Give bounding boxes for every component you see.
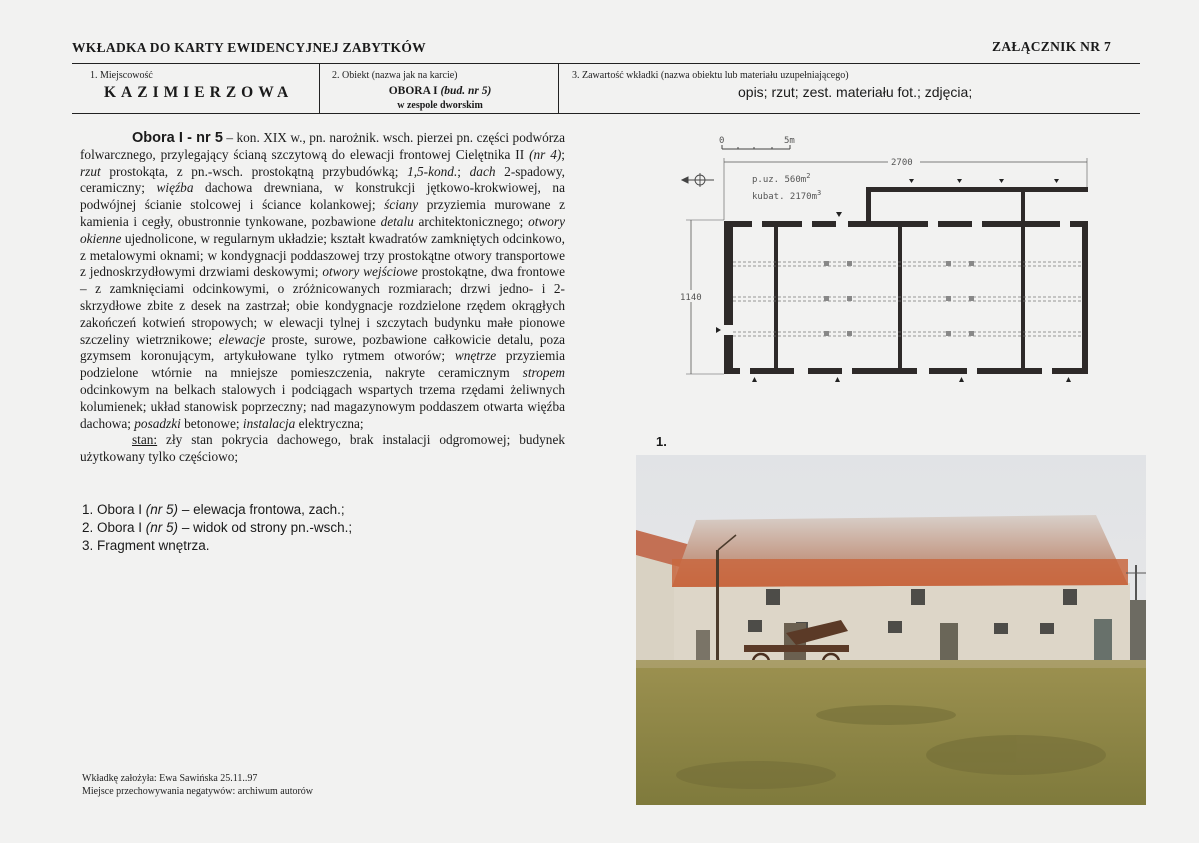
floor-plan bbox=[672, 132, 1092, 392]
description-term: otwory wejściowe bbox=[322, 264, 418, 280]
usable-area: p.uz. $560m^2$ bbox=[752, 172, 811, 185]
annex-number: ZAŁĄCZNIK NR 7 bbox=[992, 39, 1111, 54]
description-term: rzut bbox=[80, 163, 101, 179]
footer-author: Wkładkę założyła: Ewa Sawińska 25.11..97 bbox=[82, 773, 258, 784]
description-text: dachowa drewniana, w konstrukcji jętkowo-krokwiowej, na podwójnej ścianie stolcowej i ściance kolankowej; bbox=[80, 180, 565, 213]
description-term: wnętrze bbox=[454, 348, 497, 364]
object-name: OBORA I bbox=[388, 85, 438, 97]
photo-list-item-nr: (nr 5) bbox=[145, 502, 179, 517]
description-term: detalu bbox=[380, 213, 414, 229]
barn-photo bbox=[636, 455, 1146, 805]
header-divider-1 bbox=[319, 63, 320, 113]
description-text: – kon. XIX w., pn. narożnik. wsch. pierzei pn. części podwórza folwarcznego, przylegający ścianą szczytową do elewacji frontowej Cielętnika II bbox=[80, 130, 565, 162]
description-text: betonowe; bbox=[180, 415, 243, 431]
description-text: ujednolicone, w regularnym układzie; kształt kwadratów zamkniętych odcinkowo, z metalowymi oknami; w kondygnacji poddaszowej trzy prostokątne otwory transportowe z jednoskrzydłowymi drzwiami deskowymi; bbox=[80, 230, 565, 280]
photo-number: 1. bbox=[656, 434, 667, 449]
header-rule-top bbox=[72, 63, 1140, 64]
description-term: więźba bbox=[156, 180, 194, 196]
plan-beams bbox=[733, 262, 1082, 336]
description-text: ; bbox=[561, 146, 565, 162]
description-text: proste, surowe, pozbawione całkowicie detalu, poza gzymsem koronującym, artykułowane tylko rytmem otworów; bbox=[80, 331, 565, 364]
object-context: w zespole dworskim bbox=[397, 100, 483, 111]
north-arrow-icon bbox=[682, 173, 714, 187]
description-term: dach bbox=[469, 163, 496, 179]
photo-list-item-text: 1. Obora I bbox=[82, 502, 146, 517]
description-term: stropem bbox=[522, 365, 565, 381]
photo-list-item bbox=[82, 537, 352, 555]
state-text: zły stan pokrycia dachowego, brak instalacji odgromowej; budynek użytkowany tylko częściowo; bbox=[80, 432, 565, 465]
description-text: prostokątne, dwa frontowe – z zamknięciami odcinkowymi, o zróżnicowanych rozmiarach; drzwi jedno- i 2-skrzydłowe zbite z desek na zastrzał; obie kondygnacje rozdzielone rzędem okrągłych zakończeń kotwień stropowych; w elewacji tylnej i szczytach budynku małe pionowe szczeliny wietrznikowe; bbox=[80, 264, 565, 347]
description-term: (nr 4) bbox=[529, 146, 562, 162]
photo-list-item-text: 2. Obora I bbox=[82, 520, 146, 535]
description-term: elewacje bbox=[218, 331, 266, 347]
photo-list-item-caption: – widok od strony pn.-wsch.; bbox=[178, 520, 353, 535]
description-term: otwory okienne bbox=[80, 213, 565, 246]
description-term: 1,5-kond. bbox=[407, 163, 458, 179]
header-rule-bottom bbox=[72, 113, 1140, 114]
description-text: 2-spadowy, ceramiczny; bbox=[80, 163, 565, 196]
description-text: elektryczna; bbox=[295, 415, 364, 431]
footer bbox=[82, 772, 313, 798]
entrance-arrow-icons bbox=[716, 179, 1071, 382]
photo-list bbox=[82, 501, 352, 555]
description-body bbox=[80, 130, 565, 431]
description-term: ściany bbox=[384, 197, 419, 213]
description-text: prostokąta, z pn.-wsch. prostokątną przybudówką; bbox=[100, 163, 408, 179]
description-paragraph bbox=[80, 130, 565, 432]
description-text: przyziemia podzielone wtórnie na mniejsze pomieszczenia, nakryte ceramicznym bbox=[80, 348, 565, 381]
content-label: 3. Zawartość wkładki (nazwa obiektu lub materiału uzupełniającego) bbox=[572, 70, 849, 81]
description-term: instalacja bbox=[242, 415, 296, 431]
description-text: odcinkowym na belkach stalowych i podciągach wspartych trzema rzędami żeliwnych kolumienek; układ stanowisk poprzeczny; nad magazynowym poddaszem otwarta więźba dachowa; bbox=[80, 381, 565, 431]
description-term: posadzki bbox=[134, 415, 181, 431]
plan-walls bbox=[724, 187, 1088, 374]
content-value: opis; rzut; zest. materiału fot.; zdjęcia; bbox=[738, 84, 973, 100]
description-text: ; bbox=[457, 163, 470, 179]
description-text: architektonicznego; bbox=[413, 213, 529, 229]
height-dimension: 1140 bbox=[680, 293, 702, 303]
photo-list-item-nr: (nr 5) bbox=[145, 520, 179, 535]
document-title: WKŁADKA DO KARTY EWIDENCYJNEJ ZABYTKÓW bbox=[72, 40, 426, 55]
header-divider-2 bbox=[558, 63, 559, 113]
photo-list-item bbox=[82, 501, 352, 519]
scale-zero: 0 bbox=[719, 136, 725, 146]
object-label: 2. Obiekt (nazwa jak na karcie) bbox=[332, 70, 458, 81]
cubature: kubat. $2170m^3$ bbox=[752, 189, 822, 202]
description-text: przyziemia murowane z kamienia i cegły, obustronnie tynkowane, pozbawione bbox=[80, 197, 565, 229]
object-building-number: (bud. nr 5) bbox=[440, 85, 492, 97]
scale-label: 5m bbox=[784, 136, 795, 146]
photo-list-item-caption: – elewacja frontowa, zach.; bbox=[178, 502, 345, 517]
state-label: stan: bbox=[132, 432, 158, 448]
photo-list-item bbox=[82, 519, 352, 537]
width-dimension: 2700 bbox=[891, 158, 913, 168]
object-value bbox=[322, 85, 558, 97]
photo-list-item-text: 3. Fragment wnętrza. bbox=[82, 538, 210, 553]
state-paragraph bbox=[80, 432, 565, 466]
description bbox=[80, 130, 565, 466]
description-lead: Obora I - nr 5 bbox=[132, 130, 223, 146]
location-label: 1. Miejscowość bbox=[90, 70, 153, 81]
footer-archive: Miejsce przechowywania negatywów: archiwum autorów bbox=[82, 786, 314, 797]
location-value: KAZIMIERZOWA bbox=[104, 84, 294, 101]
